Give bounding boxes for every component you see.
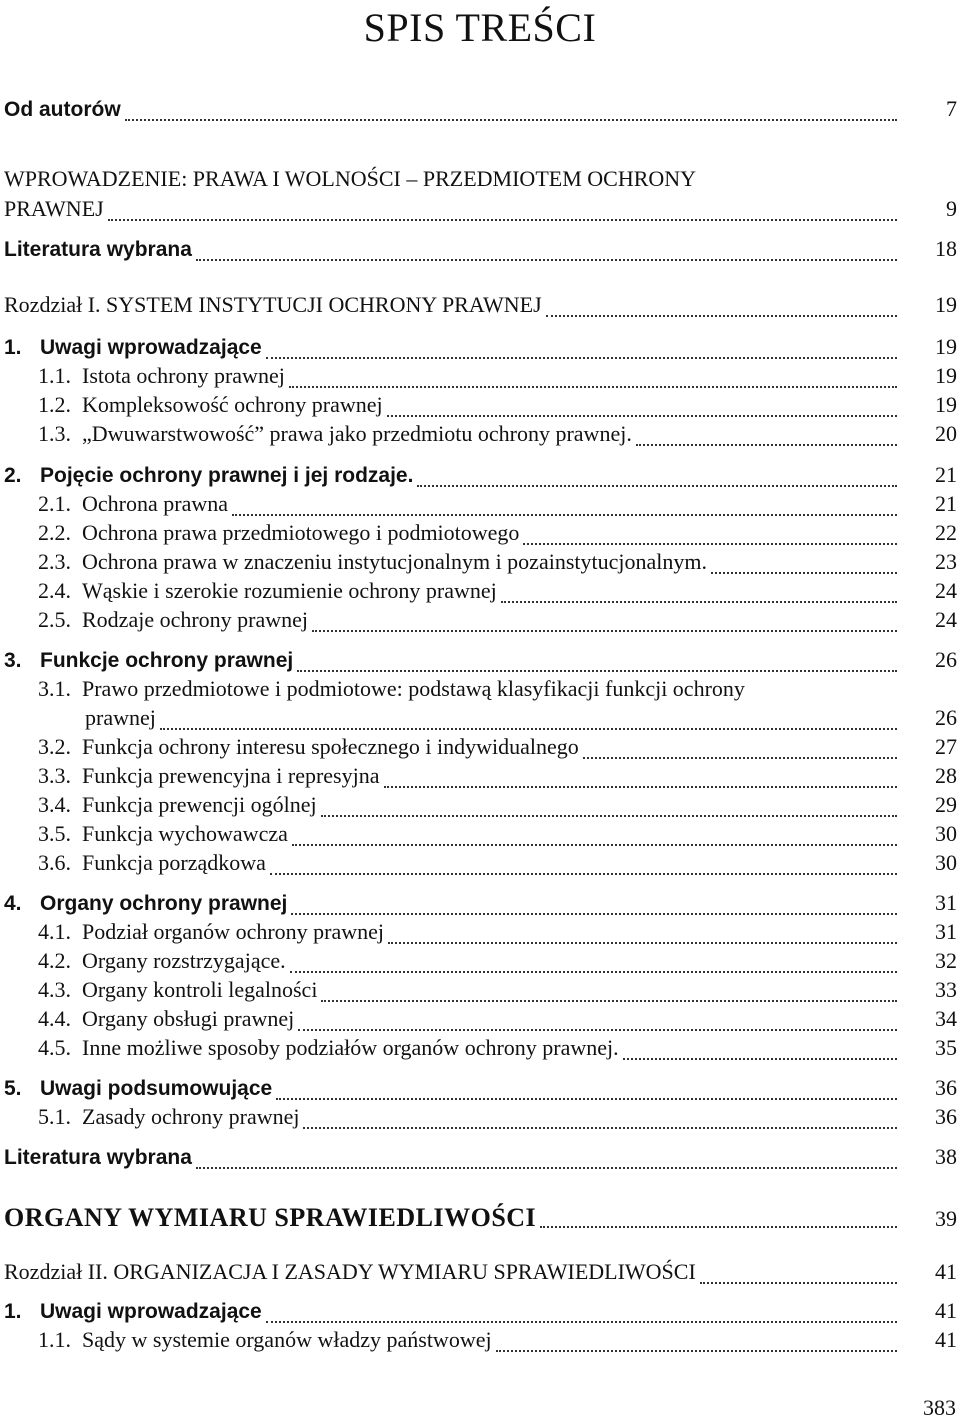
toc-entry[interactable]: [38, 421, 957, 453]
toc-number: 1.3.: [38, 421, 71, 446]
toc-label: Ochrona prawna: [82, 491, 228, 516]
toc-page: 24: [935, 578, 957, 603]
toc-number: 2.4.: [38, 578, 71, 603]
toc-entry[interactable]: [38, 363, 957, 395]
toc-label: Podział organów ochrony prawnej: [82, 919, 385, 944]
toc-label: „Dwuwarstwowość” prawa jako przedmiotu ochrony prawnej.: [82, 421, 632, 446]
dot-leader: [384, 786, 898, 788]
toc-number: 2.3.: [38, 549, 71, 574]
toc-label: Zasady ochrony prawnej: [82, 1104, 300, 1129]
toc-entry[interactable]: [38, 1327, 957, 1359]
toc-label: prawnej: [85, 705, 156, 730]
dot-leader: [160, 728, 897, 730]
toc-number: 3.5.: [38, 821, 71, 846]
toc-entry[interactable]: [85, 705, 957, 737]
toc-number: 2.5.: [38, 607, 71, 632]
page-number: 383: [923, 1395, 956, 1420]
dot-leader: [636, 444, 897, 446]
toc-page: 35: [935, 1035, 957, 1060]
dot-leader: [523, 543, 897, 545]
toc-page: 29: [935, 792, 957, 817]
toc-entry[interactable]: [38, 491, 957, 523]
toc-number: 3.4.: [38, 792, 71, 817]
toc-label: Funkcje ochrony prawnej: [40, 649, 294, 672]
toc-number: 5.: [4, 1077, 22, 1100]
toc-page: 39: [935, 1206, 957, 1231]
toc-number: 3.2.: [38, 734, 71, 759]
dot-leader: [501, 601, 897, 603]
toc-entry[interactable]: [4, 292, 957, 324]
toc-page: 23: [935, 549, 957, 574]
dot-leader: [312, 630, 897, 632]
toc-label: Funkcja wychowawcza: [82, 821, 288, 846]
toc-page: 27: [935, 734, 957, 759]
toc-label: Kompleksowość ochrony prawnej: [82, 392, 383, 417]
dot-leader: [108, 219, 897, 221]
dot-leader: [125, 119, 897, 121]
toc-number: 2.1.: [38, 491, 71, 516]
toc-entry[interactable]: [4, 236, 957, 268]
toc-entry[interactable]: [38, 1006, 957, 1038]
dot-leader: [546, 315, 897, 317]
toc-page: 9: [946, 196, 957, 221]
dot-leader: [266, 1321, 897, 1323]
toc-page: 24: [935, 607, 957, 632]
toc-page: 34: [935, 1006, 957, 1031]
dot-leader: [321, 1000, 897, 1002]
toc-page: 19: [935, 363, 957, 388]
toc-label: Rozdział I. SYSTEM INSTYTUCJI OCHRONY PRAWNEJ: [4, 292, 542, 317]
toc-entry[interactable]: [38, 1104, 957, 1136]
dot-leader: [196, 259, 897, 261]
toc-label: PRAWNEJ: [4, 196, 104, 221]
toc-entry[interactable]: [38, 549, 957, 581]
toc-page: 30: [935, 821, 957, 846]
toc-page: 36: [935, 1075, 957, 1100]
toc-number: 3.: [4, 649, 22, 672]
toc-entry[interactable]: [38, 792, 957, 824]
toc-entry[interactable]: [4, 166, 957, 198]
toc-page: 21: [935, 491, 957, 516]
toc-entry[interactable]: [38, 919, 957, 951]
toc-page: 7: [946, 96, 957, 121]
toc-label: Funkcja porządkowa: [82, 850, 266, 875]
dot-leader: [297, 670, 897, 672]
toc-number: 4.1.: [38, 919, 71, 944]
toc-number: 4.4.: [38, 1006, 71, 1031]
toc-entry[interactable]: [38, 734, 957, 766]
toc-entry[interactable]: [38, 676, 957, 708]
toc-page: 41: [935, 1259, 957, 1284]
dot-leader: [496, 1350, 897, 1352]
toc-entry[interactable]: [4, 1144, 957, 1176]
toc-entry[interactable]: [4, 1298, 957, 1330]
toc-page: 32: [935, 948, 957, 973]
toc-number: 2.: [4, 464, 22, 487]
toc-number: 1.1.: [38, 1327, 71, 1352]
toc-entry[interactable]: [4, 96, 957, 128]
toc-label: Organy kontroli legalności: [82, 977, 318, 1002]
toc-entry[interactable]: [4, 890, 957, 922]
toc-page: 26: [935, 647, 957, 672]
toc-label: Uwagi wprowadzające: [40, 1300, 262, 1323]
toc-page: 31: [935, 919, 957, 944]
dot-leader: [388, 942, 897, 944]
dot-leader: [266, 357, 897, 359]
toc-number: 4.3.: [38, 977, 71, 1002]
toc-entry[interactable]: [4, 1203, 957, 1235]
toc-entry[interactable]: [4, 647, 957, 679]
toc-page: 19: [935, 292, 957, 317]
toc-label: Funkcja prewencyjna i represyjna: [82, 763, 380, 788]
toc-page: 33: [935, 977, 957, 1002]
toc-number: 1.: [4, 336, 22, 359]
toc-label: Literatura wybrana: [4, 1146, 192, 1169]
toc-number: 4.2.: [38, 948, 71, 973]
toc-entry[interactable]: [38, 392, 957, 424]
toc-label: Ochrona prawa w znaczeniu instytucjonalnym i pozainstytucjonalnym.: [82, 549, 707, 574]
toc-entry[interactable]: [4, 196, 957, 228]
dot-leader: [290, 971, 897, 973]
toc-entry[interactable]: [38, 763, 957, 795]
toc-label: Ochrona prawa przedmiotowego i podmiotowego: [82, 520, 520, 545]
dot-leader: [540, 1226, 897, 1228]
toc-page: 31: [935, 890, 957, 915]
toc-label: Literatura wybrana: [4, 238, 192, 261]
toc-entry[interactable]: [38, 948, 957, 980]
toc-label: Funkcja prewencji ogólnej: [82, 792, 317, 817]
dot-leader: [321, 815, 897, 817]
dot-leader: [292, 844, 897, 846]
dot-leader: [298, 1029, 897, 1031]
toc-label: Rozdział II. ORGANIZACJA I ZASADY WYMIARU SPRAWIEDLIWOŚCI: [4, 1259, 696, 1284]
toc-entry[interactable]: [38, 520, 957, 552]
toc-label: Inne możliwe sposoby podziałów organów ochrony prawnej.: [82, 1035, 619, 1060]
toc-label: Wąskie i szerokie rozumienie ochrony prawnej: [82, 578, 497, 603]
toc-entry[interactable]: [38, 821, 957, 853]
toc-page: 19: [935, 334, 957, 359]
dot-leader: [232, 514, 897, 516]
page-title: SPIS TREŚCI: [363, 5, 597, 50]
dot-leader: [303, 1127, 897, 1129]
toc-number: 5.1.: [38, 1104, 71, 1129]
toc-entry[interactable]: [38, 607, 957, 639]
toc-label: Funkcja ochrony interesu społecznego i indywidualnego: [82, 734, 579, 759]
toc-entry[interactable]: [38, 977, 957, 1009]
toc-entry[interactable]: [4, 1075, 957, 1107]
toc-label: ORGANY WYMIARU SPRAWIEDLIWOŚCI: [4, 1203, 537, 1232]
toc-label: Organy ochrony prawnej: [40, 892, 288, 915]
toc-label: Sądy w systemie organów władzy państwowej: [82, 1327, 492, 1352]
toc-page: 19: [935, 392, 957, 417]
toc-number: 1.: [4, 1300, 22, 1323]
dot-leader: [417, 485, 897, 487]
toc-page: 38: [935, 1144, 957, 1169]
toc-entry[interactable]: [38, 578, 957, 610]
toc-number: 3.1.: [38, 676, 71, 701]
toc-entry[interactable]: [4, 1259, 957, 1291]
toc-label: Uwagi podsumowujące: [40, 1077, 273, 1100]
toc-label: Pojęcie ochrony prawnej i jej rodzaje.: [40, 464, 414, 487]
toc-page: 41: [935, 1327, 957, 1352]
toc-page: 26: [935, 705, 957, 730]
toc-page: 18: [935, 236, 957, 261]
toc-number: 1.1.: [38, 363, 71, 388]
toc-label: Rodzaje ochrony prawnej: [82, 607, 309, 632]
toc-label: Od autorów: [4, 98, 121, 121]
dot-leader: [700, 1282, 897, 1284]
toc-label: Organy obsługi prawnej: [82, 1006, 295, 1031]
toc-page: 22: [935, 520, 957, 545]
toc-page: 41: [935, 1298, 957, 1323]
dot-leader: [291, 913, 897, 915]
dot-leader: [387, 415, 897, 417]
toc-label: Istota ochrony prawnej: [82, 363, 285, 388]
toc-number: 4.: [4, 892, 22, 915]
toc-number: 2.2.: [38, 520, 71, 545]
toc-entry[interactable]: [38, 1035, 957, 1067]
dot-leader: [196, 1167, 897, 1169]
toc-entry[interactable]: [4, 334, 957, 366]
toc-number: 4.5.: [38, 1035, 71, 1060]
dot-leader: [289, 386, 897, 388]
toc-page: 36: [935, 1104, 957, 1129]
toc-number: 1.2.: [38, 392, 71, 417]
toc-page: 30: [935, 850, 957, 875]
toc-page: 21: [935, 462, 957, 487]
toc-label: WPROWADZENIE: PRAWA I WOLNOŚCI – PRZEDMIOTEM OCHRONY: [4, 166, 697, 191]
toc-page: 20: [935, 421, 957, 446]
dot-leader: [270, 873, 897, 875]
toc-label: Uwagi wprowadzające: [40, 336, 262, 359]
toc-label: Prawo przedmiotowe i podmiotowe: podstawą klasyfikacji funkcji ochrony: [82, 676, 745, 701]
toc-entry[interactable]: [38, 850, 957, 882]
toc-label: Organy rozstrzygające.: [82, 948, 286, 973]
dot-leader: [583, 757, 897, 759]
dot-leader: [276, 1098, 897, 1100]
toc-page: 28: [935, 763, 957, 788]
dot-leader: [623, 1058, 897, 1060]
toc-number: 3.6.: [38, 850, 71, 875]
toc-number: 3.3.: [38, 763, 71, 788]
toc-entry[interactable]: [4, 462, 957, 494]
dot-leader: [711, 572, 897, 574]
